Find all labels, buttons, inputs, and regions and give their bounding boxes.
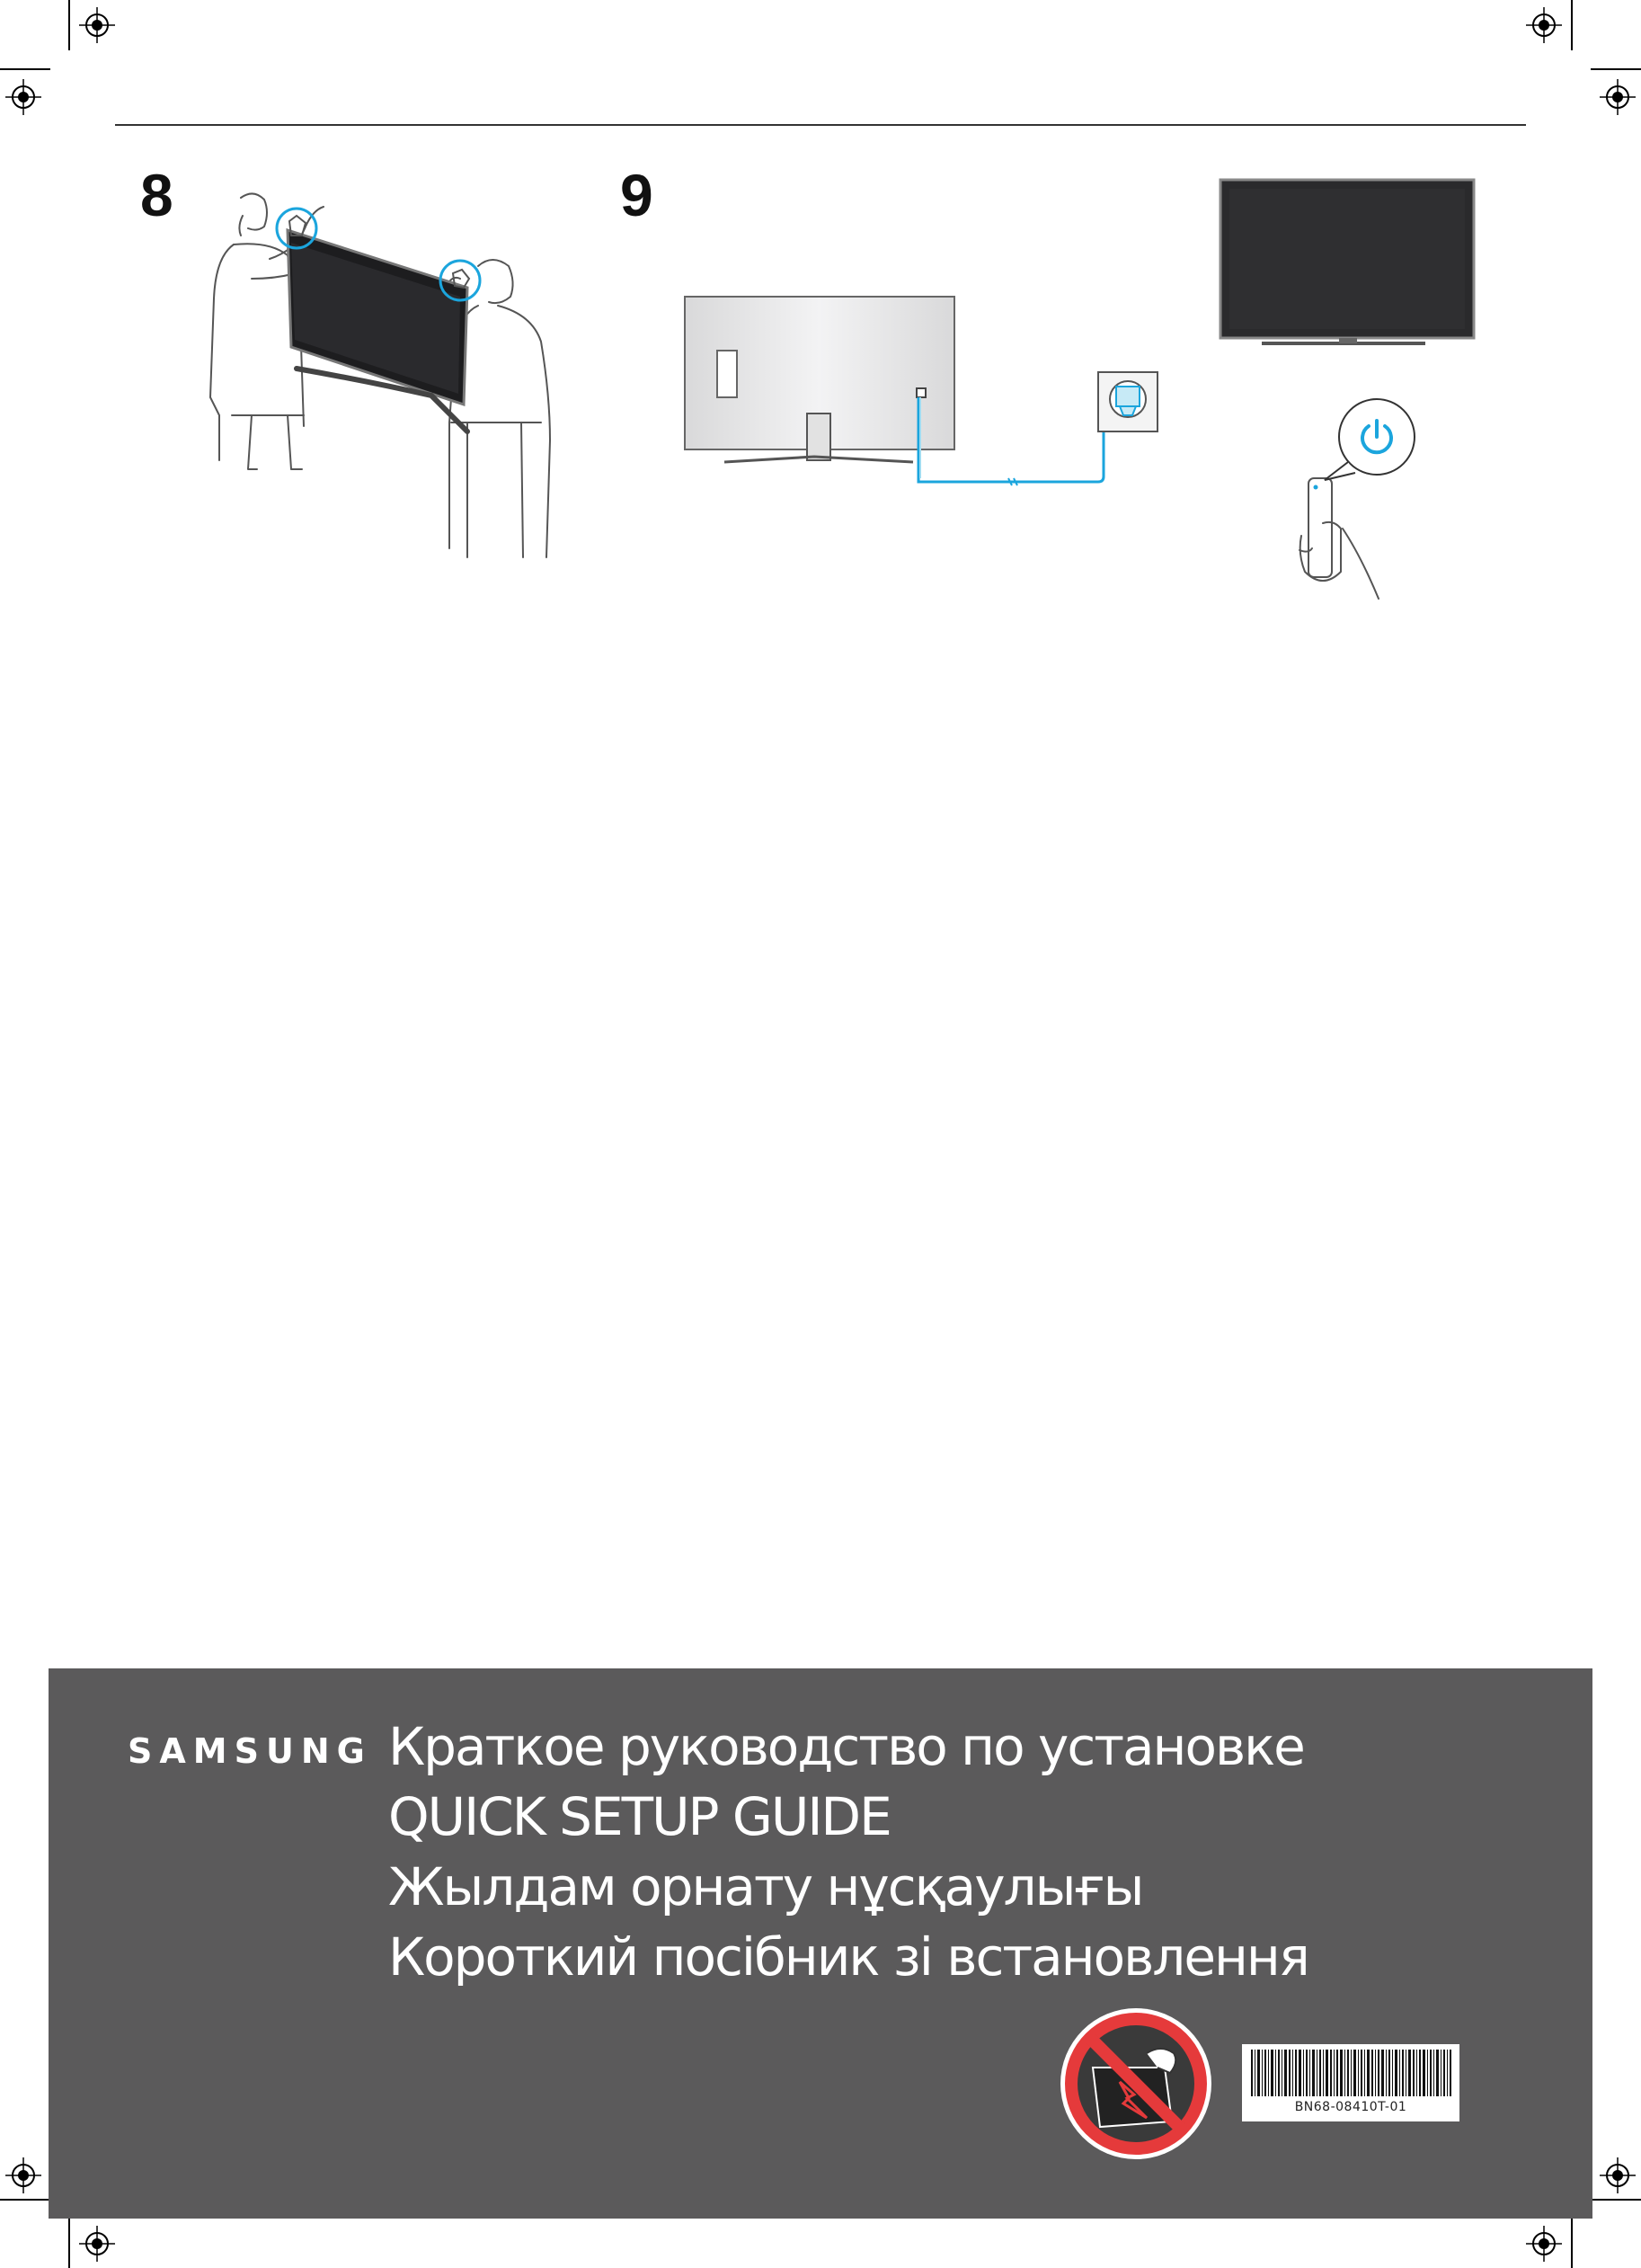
samsung-logo: SAMSUNG (128, 1731, 372, 1771)
title-russian: Краткое руководство по установке (388, 1716, 1304, 1777)
barcode-number: BN68-08410T-01 (1294, 2100, 1407, 2114)
step-number-9: 9 (620, 162, 653, 228)
crop-line (68, 2217, 70, 2268)
registration-mark-icon (5, 79, 41, 115)
registration-mark-icon (5, 2157, 41, 2193)
no-pressing-screen-warning-icon (1057, 2005, 1215, 2167)
cover-footer-panel (49, 1668, 1592, 2219)
tv-power-cable-connection-illustration (679, 288, 1165, 526)
title-english: QUICK SETUP GUIDE (388, 1786, 891, 1847)
crop-line (0, 2199, 50, 2201)
barcode (1242, 2044, 1459, 2121)
header-rule (115, 124, 1526, 126)
crop-line (1591, 68, 1641, 70)
crop-line (0, 68, 50, 70)
crop-line (1571, 0, 1573, 50)
barcode-bars (1249, 2050, 1452, 2096)
title-ukrainian: Короткий посібник зі встановлення (388, 1926, 1308, 1988)
tv-front-and-remote-power-illustration (1213, 176, 1483, 612)
title-kazakh: Жылдам орнату нұсқаулығы (388, 1856, 1143, 1917)
crop-line (1571, 2217, 1573, 2268)
crop-line (1591, 2199, 1641, 2201)
registration-mark-icon (1600, 2157, 1636, 2193)
registration-mark-icon (1600, 79, 1636, 115)
registration-mark-icon (1526, 7, 1562, 43)
crop-line (68, 0, 70, 50)
registration-mark-icon (79, 7, 115, 43)
registration-mark-icon (1526, 2226, 1562, 2262)
step-number-8: 8 (140, 162, 173, 228)
registration-mark-icon (79, 2226, 115, 2262)
power-icon (1355, 415, 1398, 463)
two-people-lifting-tv-illustration (198, 180, 584, 580)
